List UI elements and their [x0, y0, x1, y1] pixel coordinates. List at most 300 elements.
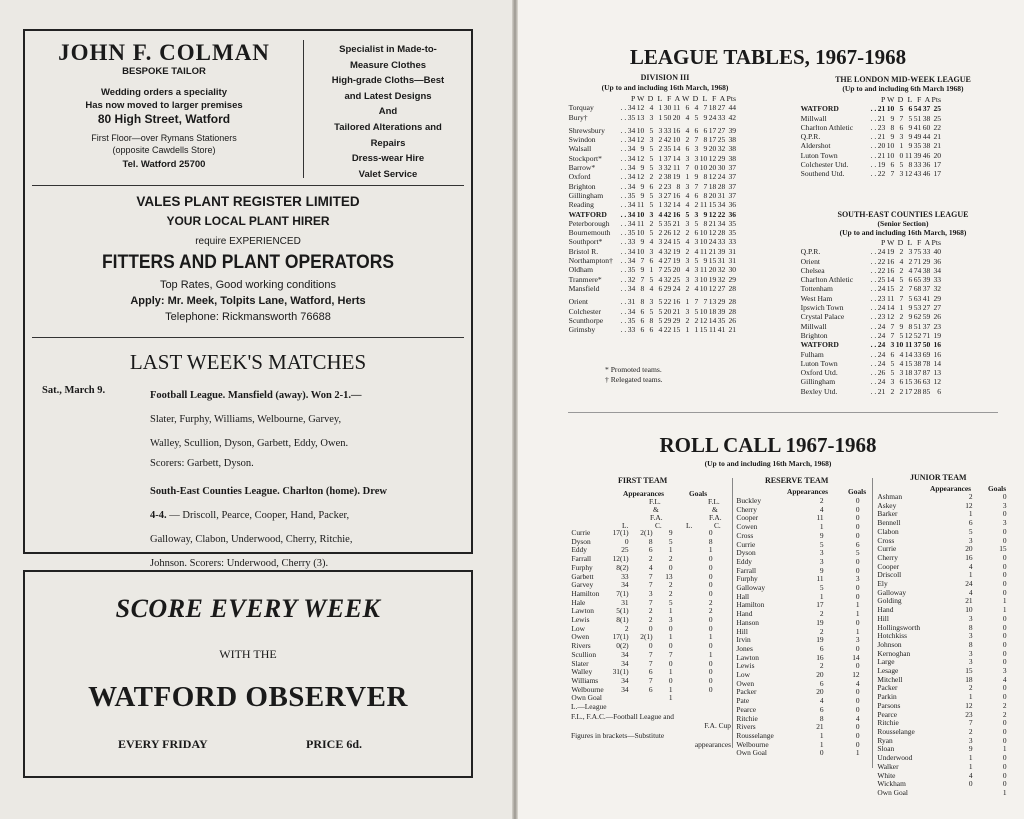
table-cell: 8 [649, 315, 654, 325]
divider [32, 185, 464, 186]
table-cell: Golding [877, 596, 902, 606]
table-cell: 32 [717, 265, 726, 275]
table-cell: 3 [968, 631, 973, 641]
table-cell: 3 [1002, 518, 1007, 528]
table-cell: Gillingham [800, 377, 836, 387]
table-cell: 16 [672, 190, 681, 200]
table-cell: 1 [708, 545, 713, 555]
table-row [736, 662, 860, 671]
table-cell: 49 [913, 132, 922, 142]
table-cell: 0(2) [616, 641, 629, 651]
table-cell: 0 [708, 684, 713, 694]
table-cell: 5 [649, 306, 654, 316]
table-cell: 16 [672, 209, 681, 219]
table-cell: 4 [855, 678, 860, 688]
table-cell: 14 [672, 153, 681, 163]
table-cell: WATFORD [800, 104, 839, 114]
table-cell: 78 [922, 358, 931, 368]
table-cell: 33 [913, 160, 922, 170]
table-cell: . . [620, 246, 627, 256]
first-h-c2: C. [714, 521, 721, 530]
table-cell: 19 [672, 172, 681, 182]
match1-line: Slater, Furphy, Williams, Welbourne, Garvey, [150, 414, 342, 425]
table-cell: . . [620, 274, 627, 284]
table-cell: 2 [668, 580, 673, 590]
table-row [568, 172, 737, 181]
table-row [800, 104, 942, 113]
table-row [800, 141, 942, 150]
table-cell: 35 [728, 228, 737, 238]
matches-title: LAST WEEK'S MATCHES [129, 350, 367, 374]
table-cell: Stockport* [568, 153, 602, 163]
table-cell: 0 [1002, 579, 1007, 589]
table-cell: Parsons [877, 700, 901, 710]
table-cell: 7 [648, 675, 653, 685]
table-cell: 6 [899, 122, 904, 132]
table-cell: 5 [649, 163, 654, 173]
table-cell: 2 [1002, 700, 1007, 710]
table-cell: 4 [968, 770, 973, 780]
table-row [877, 493, 1007, 502]
table-cell: 19 [877, 160, 886, 170]
table-row [568, 182, 737, 191]
table-cell: Grimsby [568, 325, 596, 335]
table-cell: 38 [922, 265, 931, 275]
table-cell: 0 [855, 722, 860, 732]
table-cell: 12 [852, 670, 860, 680]
table-cell: Walker [877, 761, 899, 771]
table-row [800, 322, 942, 331]
table-cell: 32 [663, 200, 672, 210]
table-cell: 28 [728, 283, 737, 293]
table-cell: 33 [663, 125, 672, 135]
table-cell: 60 [922, 122, 931, 132]
table-cell: 13 [708, 297, 717, 307]
table-cell: 29 [717, 297, 726, 307]
table-cell: 7 [890, 321, 895, 331]
table-cell: 7 [694, 181, 699, 191]
table-cell: . . [870, 247, 877, 257]
table-cell: L [907, 238, 913, 247]
table-cell: Johnson [877, 639, 902, 649]
table-cell: Bournemouth [568, 228, 611, 238]
table-row [877, 737, 1007, 746]
table-cell: 0 [855, 739, 860, 749]
colman-advert [25, 40, 303, 171]
table-cell: D [647, 94, 654, 103]
table-cell: 3 [685, 256, 690, 266]
matches-details [150, 384, 462, 576]
table-cell: Orient [568, 297, 588, 307]
table-cell [800, 238, 870, 247]
table-cell: 3 [968, 535, 973, 545]
table-cell: 87 [922, 368, 931, 378]
table-row [800, 284, 942, 293]
table-cell: 2 [968, 726, 973, 736]
table-cell: 3 [890, 377, 895, 387]
table-cell: 0 [708, 675, 713, 685]
table-cell: Buckley [736, 496, 762, 505]
first-h-l2: L. [686, 521, 693, 530]
table-cell: 5 [694, 256, 699, 266]
table-cell: 21 [816, 722, 824, 732]
table-cell: 0 [708, 623, 713, 633]
table-cell: 3 [685, 274, 690, 284]
table-cell: Hall [736, 591, 750, 601]
table-cell: Hand [736, 609, 753, 619]
table-cell: 20 [708, 190, 717, 200]
table-row [568, 293, 737, 306]
table-cell: 4 [899, 256, 904, 266]
table-cell: 7 [640, 256, 645, 266]
service-line: Tailored Alterations and [334, 121, 442, 133]
table-cell: 3 [1002, 500, 1007, 510]
table-cell: 9 [890, 132, 895, 142]
table-cell: 30 [663, 103, 672, 113]
table-cell: 3 [658, 163, 663, 173]
table-cell: 0 [1002, 639, 1007, 649]
table-cell: 7 [694, 135, 699, 145]
table-cell: 36 [728, 200, 737, 210]
table-cell: 36 [922, 160, 931, 170]
table-cell: 38 [728, 135, 737, 145]
table-cell: Low [571, 623, 585, 633]
table-row [877, 728, 1007, 737]
table-cell: 4 [685, 125, 690, 135]
table-cell: 22 [877, 265, 886, 275]
table-cell: 46 [922, 169, 931, 179]
div3-title: DIVISION III [640, 73, 690, 82]
table-cell: 29 [717, 153, 726, 163]
table-cell: 35 [627, 228, 636, 238]
table-cell: 27 [717, 103, 726, 113]
table-cell: 3 [658, 190, 663, 200]
div3-subtitle: (Up to and including 16th March, 1968) [601, 83, 729, 92]
first-h-l: L. [622, 521, 629, 530]
table-row [736, 549, 860, 558]
table-cell: 63 [913, 293, 922, 303]
table-row [568, 113, 737, 122]
table-cell: 15 [672, 237, 681, 247]
table-cell: 3 [968, 657, 973, 667]
table-cell: 9 [899, 321, 904, 331]
table-cell: 2 [694, 200, 699, 210]
table-cell: 14 [672, 200, 681, 210]
table-cell: 31 [717, 190, 726, 200]
table-cell: White [877, 770, 896, 780]
table-cell: 68 [913, 284, 922, 294]
table-cell: 85 [922, 386, 931, 396]
table-cell: 3 [694, 209, 699, 219]
table-row [736, 654, 860, 663]
table-cell: 15 [708, 256, 717, 266]
junior-h-app: Appearances [930, 484, 972, 493]
table-cell: 6 [703, 125, 708, 135]
table-cell: 16 [933, 349, 942, 359]
match2-line: Galloway, Clabon, Underwood, Cherry, Ritchie, [150, 534, 353, 545]
table-cell: Lewis [571, 615, 590, 625]
table-cell: 1 [819, 730, 824, 740]
service-line: Valet Service [358, 168, 418, 180]
table-cell: 34 [717, 218, 726, 228]
table-cell: Williams [571, 675, 599, 685]
table-cell: 1 [855, 609, 860, 619]
table-cell: 21 [877, 386, 886, 396]
table-cell: 39 [913, 150, 922, 160]
table-cell: 0 [1002, 753, 1007, 763]
table-cell: Underwood [877, 753, 913, 763]
table-cell: 11 [699, 265, 708, 275]
table-cell: 30 [728, 265, 737, 275]
first-h-amp: & [653, 505, 659, 514]
table-cell: 24 [708, 112, 717, 122]
divider [32, 337, 464, 338]
table-cell: 2 [649, 172, 654, 182]
table-cell: 7 [890, 330, 895, 340]
table-cell: 24 [708, 237, 717, 247]
match2-line [150, 504, 462, 528]
table-cell: Galloway [877, 587, 907, 597]
table-cell: Farrall [571, 554, 592, 564]
table-cell: 29 [672, 315, 681, 325]
table-cell: . . [870, 141, 877, 151]
table-cell: . . [620, 325, 627, 335]
table-row [800, 359, 942, 368]
table-row [568, 256, 737, 265]
table-cell: 5 [649, 144, 654, 154]
table-cell: 0 [1002, 526, 1007, 536]
table-cell: 5 [968, 526, 973, 536]
table-cell: Tottenham [800, 284, 833, 294]
table-cell: Hollingsworth [877, 622, 921, 632]
table-cell: 1 [658, 153, 663, 163]
table-cell: 6 [899, 377, 904, 387]
table-cell: 1 [649, 265, 654, 275]
table-cell: L [702, 94, 708, 103]
table-cell: 34 [627, 125, 636, 135]
table-cell: 8 [640, 283, 645, 293]
table-cell: 6 [694, 228, 699, 238]
table-cell: 9 [640, 181, 645, 191]
table-cell: 8 [640, 297, 645, 307]
table-cell: 18 [965, 674, 973, 684]
table-cell: 3 [855, 574, 860, 584]
table-cell: Scullion [571, 649, 597, 659]
table-cell: 24 [877, 284, 886, 294]
note-line: F.A. Cup [704, 721, 731, 730]
junior-h-goals: Goals [988, 484, 1007, 493]
table-cell: 5 [658, 306, 663, 316]
colman-floor1: First Floor—over Rymans Stationers [91, 133, 237, 143]
table-row [800, 294, 942, 303]
table-cell: 24 [877, 340, 886, 350]
table-cell: 10 [636, 228, 645, 238]
table-cell: 1 [658, 200, 663, 210]
table-cell: 35 [627, 315, 636, 325]
table-row [800, 331, 942, 340]
table-cell: 22 [933, 122, 942, 132]
table-cell: 6 [968, 518, 973, 528]
table-cell: 10 [699, 237, 708, 247]
table-cell: 33 [717, 237, 726, 247]
table-cell: 3 [685, 181, 690, 191]
table-cell: 0 [1002, 570, 1007, 580]
table-cell: 0 [708, 528, 713, 537]
table-cell: 9 [819, 565, 824, 575]
table-cell: Southend Utd. [800, 169, 845, 179]
table-cell: 2 [624, 623, 629, 633]
table-cell: 6 [685, 103, 690, 113]
table-row [800, 247, 942, 256]
table-cell: 42 [663, 135, 672, 145]
table-cell: Hanson [736, 617, 759, 627]
table-cell: 29 [663, 315, 672, 325]
table-cell: 19 [672, 246, 681, 256]
table-cell: 11 [672, 163, 681, 173]
table-cell: 8 [648, 536, 653, 546]
table-cell: 26 [877, 368, 886, 378]
table-row [877, 571, 1007, 580]
table-cell: 5 [899, 275, 904, 285]
table-cell: 15 [904, 358, 913, 368]
table-cell: 31 [728, 256, 737, 266]
vales-subtitle: YOUR LOCAL PLANT HIRER [166, 214, 330, 228]
table-cell: 0 [1002, 631, 1007, 641]
table-cell: 9 [640, 163, 645, 173]
table-cell: 5 [890, 368, 895, 378]
table-cell: . . [870, 160, 877, 170]
table-row [571, 633, 713, 642]
table-cell: 29 [933, 293, 942, 303]
table-cell: 4 [685, 265, 690, 275]
table-cell: Rousselange [877, 726, 915, 736]
table-cell: 34 [627, 218, 636, 228]
first-h-fa2: F.A. [709, 513, 722, 522]
table-cell: P [880, 95, 886, 104]
table-row [736, 636, 860, 645]
table-cell: 18 [708, 306, 717, 316]
table-cell: 6 [640, 306, 645, 316]
table-row [571, 651, 713, 660]
table-row [568, 284, 737, 293]
table-cell: 2 [899, 284, 904, 294]
table-cell: F [666, 94, 672, 103]
table-cell: 12 [636, 103, 645, 113]
table-cell: . . [870, 169, 877, 179]
table-cell: 9 [703, 112, 708, 122]
table-cell: 9 [908, 122, 913, 132]
table-row [568, 122, 737, 135]
table-row [568, 154, 737, 163]
table-cell: 7 [703, 181, 708, 191]
vales-advert [25, 193, 471, 325]
table-cell: . . [870, 104, 877, 114]
table-cell: 0 [1002, 657, 1007, 667]
table-cell: Brighton [568, 181, 596, 191]
table-cell: Ritchie [736, 713, 758, 723]
table-cell: 9 [819, 530, 824, 540]
table-cell: 65 [913, 275, 922, 285]
table-cell: 9 [968, 744, 973, 754]
table-cell: 8 [703, 190, 708, 200]
colman-tagline: BESPOKE TAILOR [122, 66, 206, 77]
table-cell: 27 [663, 190, 672, 200]
table-cell: 21 [708, 218, 717, 228]
table-cell: 1 [855, 626, 860, 636]
table-cell: 38 [728, 144, 737, 154]
table-cell: 8 [708, 536, 713, 546]
table-cell: 35 [627, 112, 636, 122]
table-cell: 32 [627, 274, 636, 284]
table-cell: 4 [685, 112, 690, 122]
table-cell: 14 [708, 315, 717, 325]
table-cell: Pts [931, 95, 942, 104]
table-cell: 12 [904, 330, 913, 340]
table-cell: 2 [968, 683, 973, 693]
table-cell: 15 [672, 325, 681, 335]
table-cell: 27 [922, 303, 931, 313]
table-cell: . . [870, 377, 877, 387]
table-cell: 0 [1002, 613, 1007, 623]
table-cell: 9 [908, 303, 913, 313]
table-cell: 3 [968, 648, 973, 658]
table-cell: . . [870, 275, 877, 285]
table-cell: 39 [717, 306, 726, 316]
service-line: Measure Clothes [349, 59, 427, 71]
table-cell: . . [620, 265, 627, 275]
table-row [800, 303, 942, 312]
table-cell: 37 [922, 284, 931, 294]
table-cell: 71 [913, 256, 922, 266]
table-cell: 20 [708, 144, 717, 154]
table-cell: 0 [708, 571, 713, 581]
table-cell: 37 [728, 181, 737, 191]
table-cell: 3 [694, 144, 699, 154]
table-cell: 0 [648, 641, 653, 651]
table-cell: 6 [658, 283, 663, 293]
table-cell: 3 [648, 588, 653, 598]
table-cell: 18 [708, 181, 717, 191]
table-cell: 19 [816, 635, 824, 645]
table-cell: Galloway [736, 583, 766, 593]
table-cell: Pts [726, 94, 737, 103]
table-cell: 8(1) [616, 615, 629, 625]
table-cell: 34 [627, 163, 636, 173]
table-cell: Wickham [877, 779, 906, 789]
table-cell: 50 [922, 340, 931, 350]
table-cell: Owen [571, 632, 590, 642]
table-cell: 24 [877, 303, 886, 313]
table-cell: Large [877, 657, 895, 667]
table-cell: 54 [913, 104, 922, 114]
table-cell: Pate [736, 696, 750, 706]
table-cell: Bristol R. [568, 246, 599, 256]
table-cell: 24 [877, 349, 886, 359]
table-cell: 10 [699, 153, 708, 163]
table-row [571, 546, 713, 555]
table-cell: 3 [694, 265, 699, 275]
table-cell: 2 [890, 386, 895, 396]
table-cell: 27 [933, 303, 942, 313]
table-cell: 21 [708, 246, 717, 256]
table-cell: 0 [1002, 718, 1007, 728]
table-cell: 2 [648, 554, 653, 564]
table-cell: 42 [728, 112, 737, 122]
table-cell: 1 [1002, 596, 1007, 606]
table-cell: Clabon [877, 526, 899, 536]
table-cell: 0 [1002, 726, 1007, 736]
table-cell: L [657, 94, 663, 103]
